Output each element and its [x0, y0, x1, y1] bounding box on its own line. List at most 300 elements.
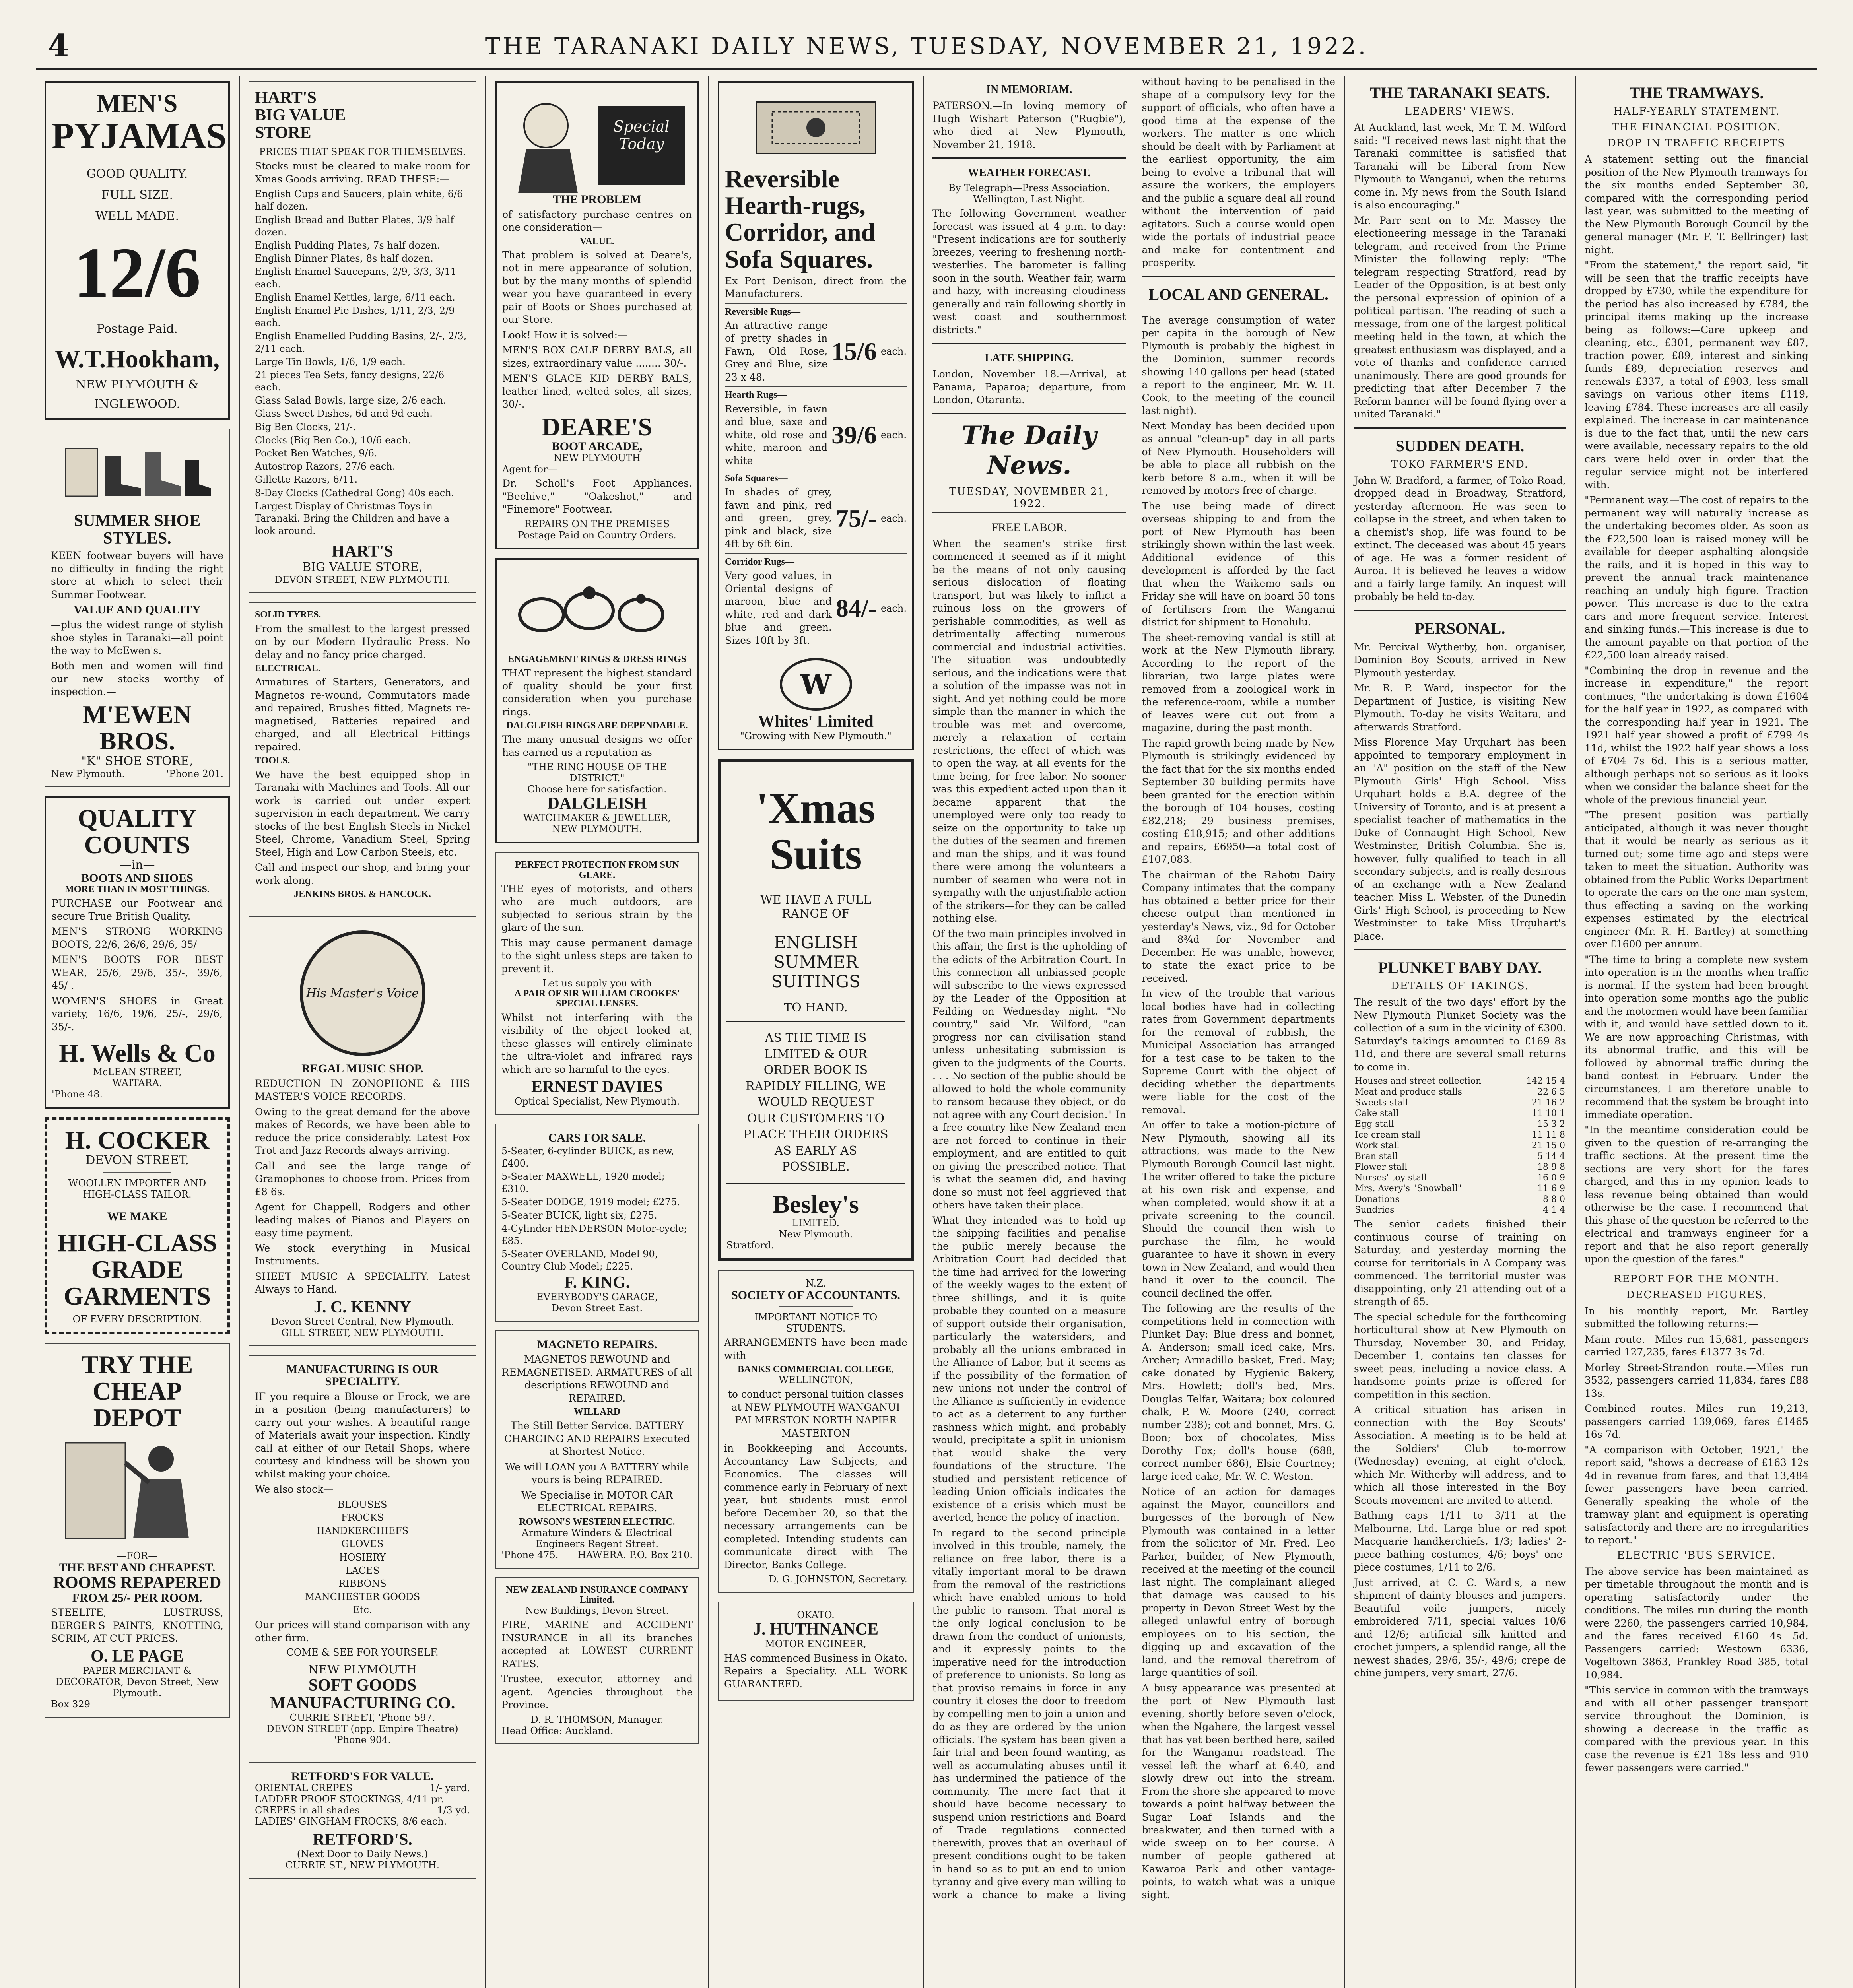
ad-text: FIRE, MARINE and ACCIDENT INSURANCE in all its branches accepted at LOWEST CURRENT RATES.	[501, 1619, 693, 1670]
notice-text: PATERSON.—In loving memory of Hugh Wishart Paterson ("Rugbie"), who died at New Plymouth, November 21, 1918.	[932, 100, 1126, 150]
huthnance-ad	[718, 1602, 914, 1701]
article-text: London, November 18.—Arrival, at Panama, Paparoa; departure, from London, Otaranta.	[932, 368, 1126, 406]
ad-line: OF EVERY DESCRIPTION.	[72, 1313, 202, 1325]
ad-text: —plus the widest range of stylish shoe styles in Taranaki—all point the way to McEwen's.	[51, 619, 223, 656]
column-1	[36, 76, 239, 1988]
ad-line: GOOD QUALITY.	[86, 167, 188, 181]
ad-heading: THE PROBLEM	[553, 193, 641, 206]
product-item	[725, 386, 907, 470]
article-text: The following Government weather forecast was issued at 4 p.m. to-day: "Present indications are for southerly breezes, veering to freshening north-westerlies. The barometer is falling soon in the south. Weather fair, warm and hazy, with increasing cloudiness generally and rain following shortly in west coast and southernmost districts."	[932, 208, 1126, 336]
ad-text: Both men and women will find our new stocks worthy of inspection.—	[51, 660, 223, 698]
ad-heading: COUNTS	[84, 831, 190, 859]
list-item: 5-Seater MAXWELL, 1920 model; £310.	[501, 1171, 665, 1195]
ad-heading: Suits	[769, 829, 862, 878]
ad-text: MEN'S GLACE KID DERBY BALS, leather lined, welted soles, all sizes, 30/-.	[502, 373, 692, 410]
table-cell-item: Bran stall	[1355, 1151, 1398, 1161]
list-item: 5-Seater BUICK, light six; £275.	[501, 1209, 657, 1221]
cocker-tailor-ad	[45, 1117, 230, 1334]
news-paragraph: In view of the trouble that various local bodies have had in collecting rates from Government departments for the removal of rubbish, the Municipal Association has arranged for a test case to be taken to the Supreme Court with the object of deciding whether the departments were liable for the cost of the removal.	[1142, 988, 1335, 1116]
ad-line: Let us supply you with	[542, 978, 652, 989]
paperhanger-illustration	[58, 1435, 217, 1546]
ad-heading: A PAIR OF SIR WILLIAM CROOKES' SPECIAL LENSES.	[514, 988, 680, 1009]
ad-heading: BOOTS AND SHOES	[81, 872, 193, 885]
ad-heading: SOLID TYRES.	[255, 610, 321, 620]
list-item: Autostrop Razors, 27/6 each.	[255, 461, 396, 472]
product-item	[725, 470, 907, 553]
news-paragraph: Miss Florence May Urquhart has been appointed to temporary employment in an "A" position on the staff of the New Plymouth Girls' High School. Miss Urquhart holds a B.A. degree of the University of Toronto, and is at present a specialist teacher of mathematics in the Duke of Connaught High School, New Westminster, British Columbia. She is, however, fully qualified to teach in all secondary subjects, and is really desirous of an exchange with a New Zealand teacher. Miss L. Webster, of the Dunedin Girls' High School, is proceeding to New Westminster to take Miss Urquhart's place.	[1354, 736, 1566, 942]
list-item: Glass Sweet Dishes, 6d and 9d each.	[255, 408, 433, 419]
news-paragraph: The average consumption of water per capita in the borough of New Plymouth is probably the highest in the Dominion, summer records showing 140 gallons per head (stated a report to the engineer, Mr. W. H. Cook, to the meeting of the council last night).	[1142, 314, 1335, 416]
editorial-columns	[932, 76, 1335, 1988]
section-heading: THE TARANAKI SEATS.	[1370, 84, 1550, 102]
ad-line: WE HAVE A FULL RANGE OF	[760, 893, 871, 921]
ad-line: D. R. THOMSON, Manager.	[530, 1714, 664, 1725]
ad-line: N.Z.	[806, 1277, 826, 1289]
ad-text: of satisfactory purchase centres on one consideration—	[502, 208, 692, 233]
news-paragraph: Mr. Parr sent on to Mr. Massey the electioneering message in the Taranaki telegram, and received from the Prime Minister the following reply: "The telegram respecting Stratford, read by Leader of the Opposition, is at best only the personal expression of opinion of a political partisan. The reading of such a message, from one of the largest political meeting held in the town, at which the greatest enthusiasm was displayed, and a vote of thanks and confidence carried unanimously. There are good grounds for predicting that after December 7 the Reform banner will be found flying over a united Taranaki."	[1354, 214, 1566, 420]
ad-firm: RETFORD'S.	[313, 1831, 412, 1849]
table-row	[1354, 1205, 1566, 1215]
news-paragraph: Combined routes.—Miles run 19,213, passengers carried 139,069, fares £1465 16s 7d.	[1585, 1403, 1808, 1440]
ad-text: THAT represent the highest standard of quality should be your first consideration when you purchase rings.	[502, 667, 692, 718]
takings-table	[1354, 1076, 1566, 1215]
masthead	[36, 24, 1817, 70]
newspaper-title: THE TARANAKI DAILY NEWS, TUESDAY, NOVEMBER 21, 1922.	[485, 33, 1368, 60]
list-item: English Bread and Butter Plates, 3/9 half dozen.	[255, 214, 454, 238]
list-item: ORIENTAL CREPES 1/- yard.	[255, 1782, 470, 1794]
ad-line: LIMITED.	[792, 1217, 839, 1229]
ad-heading: STORE	[255, 124, 311, 142]
ad-heading: PERFECT PROTECTION FROM SUN GLARE.	[515, 860, 679, 880]
table-cell-item: Work stall	[1355, 1141, 1400, 1151]
ad-text: Dr. Scholl's Foot Appliances. "Beehive," "Oakeshot," and "Finemore" Footwear.	[502, 478, 692, 515]
softgoods-ad	[249, 1355, 476, 1753]
ad-heading: DEPOT	[93, 1403, 181, 1432]
ad-line: FROM 25/- PER ROOM.	[72, 1591, 202, 1604]
column-2	[239, 76, 485, 1988]
news-paragraph: "A comparison with October, 1921," the report said, "shows a decrease of £163 12s 4d in revenue from fares, and that 13,484 fewer passengers have been carried. Generally speaking the whole of the tramway plant and equipment is operating satisfactorily and there are no irregularities to report."	[1585, 1444, 1808, 1546]
column-4	[708, 76, 923, 1988]
ad-firm: F. KING.	[564, 1273, 630, 1292]
product-name: Sofa Squares—	[725, 473, 788, 484]
table-cell-amount: 8 8 0	[1543, 1194, 1565, 1204]
product-unit: each.	[880, 602, 907, 614]
table-row	[1354, 1140, 1566, 1151]
ad-text: SHEET MUSIC A SPECIALITY. Latest Always to Hand.	[255, 1270, 470, 1295]
table-row	[1354, 1194, 1566, 1205]
ad-text: The many unusual designs we offer has earned us a reputation as	[502, 734, 692, 758]
jenkins-garage-ad	[249, 602, 476, 907]
ad-heading: MAGNETO REPAIRS.	[537, 1338, 657, 1351]
ad-firm: ERNEST DAVIES	[531, 1078, 663, 1097]
table-row	[1354, 1151, 1566, 1162]
ad-text: HAS commenced Business in Okato. Repairs a Speciality. ALL WORK GUARANTEED.	[724, 1652, 907, 1690]
product-price: 39/6	[831, 420, 877, 449]
table-cell-amount: 16 0 9	[1537, 1173, 1565, 1183]
product-desc: Reversible, in fawn and blue, saxe and white, old rose and white, maroon and white	[725, 403, 828, 466]
list-item: 21 pieces Tea Sets, fancy designs, 22/6 each.	[255, 369, 445, 393]
cars-list	[501, 1145, 693, 1273]
column-6	[1344, 76, 1575, 1988]
list-item: HOSIERY	[339, 1551, 386, 1563]
table-row	[1354, 1162, 1566, 1173]
ad-line: WAITARA.	[112, 1077, 162, 1089]
ad-text: The Still Better Service. BATTERY CHARGING AND REPAIRS Executed at Shortest Notice.	[504, 1420, 690, 1458]
product-desc: In shades of grey, fawn and pink, red and green, grey, pink and black, size 4ft by 6ft 6in.	[725, 486, 832, 550]
ad-text: That problem is solved at Deare's, not in mere appearance of solution, but by the many months of splendid wear you have guaranteed in every pair of Boots or Shoes purchased at our Store.	[502, 249, 692, 326]
man-with-sign-illustration	[502, 94, 693, 197]
table-row	[1354, 1076, 1566, 1087]
news-paragraph: An offer to take a motion-picture of New Plymouth, showing all its attractions, was made to the New Plymouth Borough Council last night. The writer offered to take the picture at his own risk and expense, and when completed, would show it at a private screening to the council. Should the council then wish to purchase the film, he would guarantee to have it shown in every town in New Zealand, and would then hand it over to the council. The council declined the offer.	[1142, 1119, 1335, 1299]
news-paragraph: "Permanent way.—The cost of repairs to the permanent way will naturally increase as the undertaking becomes older. As soon as the £22,500 loan is raised money will be available for deeper asphalting alongside the rails, and it is hoped in this way to prevent the annual track maintenance reaching an unduly high figure. Traction power.—This increase is due to the extra cars and more frequent service. Interest and sinking funds.—This increase is due to the amount payable on that portion of the £22,500 loan already raised.	[1585, 494, 1808, 661]
section-heading: THE TRAMWAYS.	[1629, 84, 1764, 102]
section-heading: IN MEMORIAM.	[986, 83, 1072, 96]
ad-line: Stratford.	[726, 1239, 774, 1251]
ad-line: WOOLLEN IMPORTER AND	[68, 1178, 206, 1189]
ad-line: TO HAND.	[784, 1001, 848, 1015]
ad-line: Postage Paid on Country Orders.	[518, 529, 676, 541]
list-item: RIBBONS	[338, 1578, 387, 1589]
ad-text: MEN'S STRONG WORKING BOOTS, 22/6, 26/6, 29/6, 35/-	[52, 926, 223, 950]
accountants-notice	[718, 1270, 914, 1593]
table-cell-item: Donations	[1355, 1194, 1400, 1204]
column-5	[923, 76, 1344, 1988]
news-paragraph: "Combining the drop in revenue and the increase in expenditure," the report continues, "the undertaking is down £1604 for the half year in 1922, as compared with the corresponding half year in 1921. The 1921 half year showed a profit of £799 4s 11d, whilst the 1922 half year shows a loss of £704 7s 6d. This is a serious matter, although perhaps not so serious as it looks when we consider the balance sheet for the whole of the previous financial year.	[1585, 664, 1808, 806]
ad-line: COME & SEE FOR YOURSELF.	[286, 1647, 439, 1658]
news-paragraph: The special schedule for the forthcoming horticultural show at New Plymouth on Thursday, November 30, and Friday, December 1, contains ten classes for sweet peas, including a novice class. A handsome points prize is offered for competition in this section.	[1354, 1311, 1566, 1400]
section-subheading: THE FINANCIAL POSITION.	[1612, 121, 1781, 133]
news-paragraph: "The present position was partially anticipated, although it was never thought that it would be nearly as serious as it turned out; some time ago and steps were taken to meet the situation. Authority was obtained from the Public Works Department to operate the cars on the one man system, thus effecting a saving on the working expenses estimated by the electrical engineer (Mr. R. H. Bartley) at something over £1600 per annum.	[1585, 809, 1808, 950]
ad-line: NEW PLYMOUTH &	[76, 377, 199, 392]
section-subheading: DETAILS OF TAKINGS.	[1391, 980, 1529, 992]
ad-firm: DALGLEISH	[547, 794, 647, 813]
ad-text: MAGNETOS REWOUND and REMAGNETISED. ARMATURES of all descriptions REWOUND and REPAIRED.	[501, 1353, 693, 1404]
ad-price: 12/6	[73, 233, 201, 312]
whites-logo	[780, 658, 852, 711]
news-paragraph: The following are the results of the competitions held in connection with Plunket Day: Blue dress and bonnet, A. Anderson; small iced cake, Mrs. Archer; Armadillo basket, Fred. May; cake donated by Hygienic Bakery, Mrs. Howlett; doll's bed, Mrs. Douglas Telfar, Waitara; box coloured chalk, P. W. Moore (240, correct number 238); cot and bonnet, Mrs. G. Boon; box of chocolates, Miss Dorothy Fox; doll's house (688, correct number 686), Elsie Courtney; large iced cake, Mr. W. C. Weston.	[1142, 1303, 1335, 1482]
section-subheading: ELECTRIC 'BUS SERVICE.	[1617, 1549, 1776, 1561]
news-paragraph: John W. Bradford, a farmer, of Toko Road, dropped dead in Broadway, Stratford, yesterday afternoon. He was seen to collapse in the street, and when taken to a chemist's shop, life was found to be extinct. The deceased was about 45 years of age. He was a former resident of Auroa. It is believed he leaves a widow and a fairly large family. An inquest will probably be held to-day.	[1354, 474, 1566, 602]
news-paragraph: Just arrived, at C. C. Ward's, a new shipment of dainty blouses and jumpers. Beautiful voile jumpers, nicely embroidered 7/11, special values 10/6 and 12/6; artificial silk knitted and crochet jumpers, a splendid range, all the newest shades, 29/6, 35/-, 49/6; crepe de chine jumpers, very smart, 27/6.	[1354, 1576, 1566, 1679]
harts-store-ad	[249, 81, 476, 593]
ad-heading: ENGAGEMENT RINGS & DRESS RINGS	[508, 654, 686, 664]
section-heading: WEATHER FORECAST.	[967, 167, 1091, 179]
logo-letter: W	[800, 668, 831, 701]
ad-line: DEVON STREET.	[85, 1153, 189, 1168]
ad-heading: HART'S	[255, 89, 317, 107]
ad-firm: DEARE'S	[542, 412, 653, 441]
editorial-paragraph: When the seamen's strike first commenced it seemed as if it might be the means of not only causing serious dislocation of floating transport, but was likely to inflict a ruinous loss on the growers of perishable commodities, as well as detrimentally affecting numerous commercial and industrial activities. The situation was undoubtedly serious, and the indications were that a solution of the impasse was not in sight. And yet nothing could be more simple than the manner in which the trouble was met and overcome, merely a relaxation of certain restrictions, the effect of which was to open the way, at all events for the time being, for free labor. No sooner was this expedient acted upon than it became apparent that the unemployed were only too ready to seize on the opportunity to take up the duties of the seamen and firemen and man the ships, and it was found there were among the volunteers a number of seamen who were not in sympathy with the unjustifiable action of the strikers—for they can be called nothing else.	[932, 538, 1126, 924]
ad-line: BIG VALUE STORE,	[302, 560, 423, 575]
shoes-illustration	[62, 441, 213, 508]
table-cell-amount: 21 16 2	[1532, 1098, 1565, 1108]
ad-line: WE MAKE	[107, 1210, 167, 1223]
news-paragraph: The above service has been maintained as per timetable throughout the month and is operating satisfactorily under the conditions. The miles run during the month were 2260, the passengers carried 10,984, and the fares received £160 4s 5d. Passengers carried: Westown 6336, Vogeltown 3863, Frankley Road 385, total 10,984.	[1585, 1565, 1808, 1681]
product-name: Reversible Rugs—	[725, 306, 800, 317]
ad-firm: Whites' Limited	[758, 712, 874, 731]
news-paragraph: The sheet-removing vandal is still at work at the New Plymouth library. According to the report of the librarian, two large plates were removed from a zoological work in the reference-room, while a number of leaves were cut out from a magazine, during the past month.	[1142, 631, 1335, 734]
list-item: English Enamel Kettles, large, 6/11 each.	[255, 291, 455, 303]
list-item: 5-Seater DODGE, 1919 model; £275.	[501, 1196, 680, 1208]
wells-shoe-ad	[45, 796, 230, 1109]
news-paragraph: Bathing caps 1/11 to 3/11 at the Melbourne, Ltd. Large blue or red spot Macquarie handkerchiefs, 1/3; ladies' 2-piece bathing costumes, 4/6; boys' one-piece costumes, 1/11 to 2/6.	[1354, 1510, 1566, 1573]
cars-for-sale-ad	[495, 1124, 699, 1321]
column-3	[485, 76, 708, 1988]
ad-heading: QUALITY	[78, 804, 197, 833]
table-cell-amount: 4 1 4	[1543, 1205, 1565, 1215]
goods-list	[255, 1499, 470, 1617]
ad-heading: VALUE.	[580, 236, 614, 247]
ad-line: NEW PLYMOUTH.	[552, 823, 642, 835]
column-7	[1575, 76, 1817, 1988]
section-subheading: DECREASED FIGURES.	[1626, 1289, 1767, 1301]
ad-line: WATCHMAKER & JEWELLER,	[523, 812, 671, 824]
list-item: Gillette Razors, 6/11.	[255, 474, 358, 485]
list-item: English Enamel Saucepans, 2/9, 3/3, 3/11 each.	[255, 266, 456, 290]
ad-text: Stocks must be cleared to make room for Xmas Goods arriving. READ THESE:—	[255, 160, 470, 185]
ad-heading: 'Xmas	[756, 784, 876, 833]
section-subheading: TOKO FARMER'S END.	[1391, 458, 1529, 470]
ad-firm: M'EWEN BROS.	[83, 700, 192, 755]
ad-text: KEEN footwear buyers will have no difficulty in finding the right store at which to select their Summer Footwear.	[51, 550, 223, 600]
list-item: English Cups and Saucers, plain white, 6/6 half dozen.	[255, 188, 463, 212]
ad-line: FULL SIZE.	[101, 188, 173, 202]
table-row	[1354, 1108, 1566, 1119]
section-heading: SUDDEN DEATH.	[1395, 437, 1525, 455]
ad-line: "Growing with New Plymouth."	[740, 730, 892, 742]
list-item: 4-Cylinder HENDERSON Motor-cycle; £85.	[501, 1223, 687, 1246]
dalgleish-rings-ad	[495, 558, 699, 843]
table-row	[1354, 1097, 1566, 1108]
list-item: Glass Salad Bowls, large size, 2/6 each.	[255, 395, 447, 406]
list-item: Clocks (Big Ben Co.), 10/6 each.	[255, 434, 411, 446]
table-cell-item: Sundries	[1355, 1205, 1395, 1215]
ad-line: MEN'S	[97, 89, 178, 117]
hookham-pyjamas-ad	[45, 81, 230, 420]
section-heading: LATE SHIPPING.	[985, 352, 1074, 364]
table-cell-item: Ice cream stall	[1355, 1130, 1421, 1140]
table-row	[1354, 1130, 1566, 1140]
ad-text: Agent for Chappell, Rodgers and other leading makes of Pianos and Players on easy time payment.	[255, 1201, 470, 1239]
ad-line: BOOT ARCADE,	[552, 439, 643, 453]
ad-firm: JENKINS BROS. & HANCOCK.	[294, 889, 431, 899]
section-subheading: LEADERS' VIEWS.	[1404, 105, 1515, 117]
ad-phone: 'Phone 48.	[52, 1089, 103, 1100]
ad-heading: DALGLEISH RINGS ARE DEPENDABLE.	[506, 720, 688, 731]
ad-line: OKATO.	[797, 1609, 835, 1621]
product-item	[725, 553, 907, 649]
ad-text: We will LOAN you A BATTERY while yours is being REPAIRED.	[505, 1461, 689, 1486]
ad-text: Look! How it is solved:—	[502, 329, 628, 341]
ad-heading: Reversible Hearth-rugs, Corridor, and Sofa Squares.	[725, 165, 876, 273]
product-unit: each.	[880, 346, 907, 357]
ad-text: We also stock—	[255, 1483, 334, 1495]
logo-text: His Master's Voice	[306, 986, 419, 1000]
ad-line: Head Office: Auckland.	[501, 1725, 614, 1736]
ad-line: Devon Street East.	[551, 1302, 643, 1314]
list-item: CREPES in all shades 1/3 yd.	[255, 1805, 470, 1816]
table-cell-amount: 21 15 0	[1532, 1141, 1565, 1151]
list-item: FROCKS	[341, 1512, 384, 1523]
ad-heading: ELECTRICAL.	[255, 663, 320, 674]
ad-text: IF you require a Blouse or Frock, we are in a position (being manufacturers) to carry out your wishes. A beautiful range of Materials await your inspection. Kindly call at either of our Retail Shops, where courtesy and kindness will be shown you whilst making your choice.	[255, 1390, 470, 1480]
ad-line: Optical Specialist, New Plymouth.	[514, 1096, 680, 1107]
list-item: BLOUSES	[338, 1499, 387, 1510]
product-unit: each.	[880, 429, 907, 441]
ad-line: IMPORTANT NOTICE TO STUDENTS.	[754, 1312, 878, 1334]
ad-line: McLEAN STREET,	[93, 1066, 182, 1078]
table-cell-amount: 22 6 5	[1537, 1087, 1565, 1097]
list-item: English Enamel Pie Dishes, 1/11, 2/3, 2/9 each.	[255, 305, 455, 329]
product-unit: each.	[880, 513, 907, 524]
deare-boot-ad	[495, 81, 699, 549]
table-cell-item: Houses and street collection	[1355, 1076, 1482, 1086]
news-paragraph: At Auckland, last week, Mr. T. M. Wilford said: "I received news last night that the Taranaki committee is satisfied that Taranaki will be Liberal from New Plymouth to Wanganui, when the returns come in. My news from the South Island is also encouraging."	[1354, 122, 1566, 211]
list-item: 5-Seater, 6-cylinder BUICK, as new, £400.	[501, 1145, 674, 1169]
list-item: Pocket Ben Watches, 9/6.	[255, 448, 377, 459]
ad-line: DEVON STREET, NEW PLYMOUTH.	[274, 574, 451, 586]
ad-line: ENGLISH SUMMER SUITINGS	[771, 933, 860, 992]
ad-line: D. G. JOHNSTON, Secretary.	[769, 1574, 907, 1585]
ad-text: We have the best equipped shop in Taranaki with Machines and Tools. All our work is carried out under expert supervision in each department. We carry stocks of the best English Steels in Nickel Steel, Chrome, Vanadium Steel, Spring Steel, High and Low Carbon Steels, etc.	[255, 769, 470, 858]
ad-line: INGLEWOOD.	[94, 397, 181, 411]
rowson-magneto-ad	[495, 1330, 699, 1569]
ad-line: Armature Winders & Electrical Engineers Regent Street.	[522, 1527, 672, 1550]
ad-line: Agent for—	[502, 464, 557, 475]
mcewen-shoe-ad	[45, 429, 230, 787]
ad-line: CURRIE STREET, 'Phone 597.	[289, 1712, 435, 1723]
table-cell-item: Flower stall	[1355, 1162, 1408, 1172]
ad-text: REDUCTION IN ZONOPHONE & HIS MASTER'S VOICE RECORDS.	[255, 1077, 470, 1103]
table-cell-item: Meat and produce stalls	[1355, 1087, 1462, 1097]
editorial-nameplate: The Daily News.	[961, 420, 1097, 480]
section-heading: LOCAL AND GENERAL.	[1148, 285, 1329, 303]
besley-suits-ad	[718, 759, 914, 1261]
ad-text: MEN'S BOX CALF DERBY BALS, all sizes, extraordinary value ........ 30/-.	[502, 344, 692, 369]
ad-line: "THE RING HOUSE OF THE DISTRICT."	[527, 761, 667, 784]
product-desc: An attractive range of pretty shades in Fawn, Old Rose, Grey and Blue, size 23 x 48.	[725, 319, 828, 383]
table-cell-item: Nurses' toy stall	[1355, 1173, 1427, 1183]
ad-text: ARRANGEMENTS have been made with	[724, 1337, 907, 1361]
section-subheading: REPORT FOR THE MONTH.	[1613, 1273, 1780, 1285]
ad-heading: ROOMS REPAPERED	[53, 1573, 221, 1592]
ad-heading: RETFORD'S FOR VALUE.	[291, 1769, 434, 1783]
list-item: 8-Day Clocks (Cathedral Gong) 40s each.	[255, 487, 455, 499]
news-paragraph: A statement setting out the financial position of the New Plymouth tramways for the six months ended September 30, compared with the corresponding period last year, was submitted to the meeting of the New Plymouth Borough Council by the general manager (Mr. F. T. Bellringer) last night.	[1585, 153, 1808, 256]
table-cell-amount: 142 15 4	[1526, 1076, 1565, 1086]
ad-heading: STYLES.	[103, 529, 171, 548]
news-paragraph: "The time to bring a complete new system into operation is in the months when traffic is normal. If the system had been brought into operation some months ago the public and the motormen would have been familiar with it, and would have settled down to it. We are now approaching Christmas, with its abnormal traffic, and this will be followed by abnormal traffic during the band contest in February. Under the circumstances, I am therefore unable to recommend that the system be brought into immediate operation.	[1585, 953, 1808, 1120]
product-price: 15/6	[831, 337, 877, 366]
ad-line: THE BEST AND CHEAPEST.	[59, 1561, 216, 1574]
ad-line: CURRIE ST., NEW PLYMOUTH.	[285, 1860, 440, 1871]
ad-line: PAPER MERCHANT & DECORATOR, Devon Street, New Plymouth.	[56, 1665, 219, 1699]
news-paragraph: The rapid growth being made by New Plymouth is strikingly evidenced by the fact that for the six months ended September 30 building permits have been granted for the erection within the borough of 104 houses, costing £82,218; 29 business premises, costing £18,915; and other additions and repairs, £6950—a total cost of £107,083.	[1142, 737, 1335, 865]
product-item	[725, 303, 907, 386]
ad-heading: HIGH-CLASS	[57, 1228, 217, 1257]
table-cell-item: Sweets stall	[1355, 1098, 1408, 1108]
ad-text: We Specialise in MOTOR CAR ELECTRICAL REPAIRS.	[521, 1489, 673, 1514]
ad-firm: J. HUTHNANCE	[753, 1620, 879, 1639]
ad-text: MEN'S BOOTS FOR BEST WEAR, 25/6, 29/6, 35/-, 39/6, 45/-.	[52, 954, 223, 992]
ad-heading: BANKS COMMERCIAL COLLEGE,	[738, 1364, 894, 1375]
his-masters-voice-logo	[300, 930, 425, 1056]
news-paragraph: Main route.—Miles run 15,681, passengers carried 127,235, fares £1377 3s 7d.	[1585, 1333, 1808, 1358]
ad-line: PYJAMAS	[52, 115, 227, 156]
ad-firm: ROWSON'S WESTERN ELECTRIC.	[519, 1516, 675, 1527]
ad-line: WILLARD	[573, 1407, 621, 1417]
ad-text: Ex Port Denison, direct from the Manufacturers.	[725, 275, 907, 300]
ad-heading: SUMMER SHOE	[74, 511, 201, 530]
editorial-paragraph: What they intended was to hold up the shipping facilities and penalise the public merely because the Arbitration Court had decided that the time had arrived for the lowering of the weekly wages to the extent of three shillings, and it is quite probable they counted on a measure of support outside their organisation, particularly the watersiders, and probably all the unions embraced in the Alliance of Labor, but it seems as if the possibility of the formation of new unions not under the control of the Alliance is sufficiently in evidence to act as a deterrent to any further rashness which might, and probably would, precipitate a split in unionism that would shake the very foundations of the structure. The studied and persistent reticence of leading Union officials indicates the existence of a crisis which must be averted, hence the policy of inaction.	[932, 1214, 1126, 1523]
ad-heading: CARS FOR SALE.	[548, 1131, 646, 1145]
table-cell-amount: 15 3 2	[1537, 1119, 1565, 1129]
page-number: 4	[48, 28, 70, 64]
ad-line: Devon Street Central, New Plymouth.	[271, 1316, 454, 1327]
davies-optical-ad	[495, 852, 699, 1115]
ad-heading: GARMENTS	[64, 1282, 211, 1310]
table-cell-item: Mrs. Avery's "Snowball"	[1355, 1184, 1462, 1194]
table-cell-amount: 18 9 8	[1537, 1162, 1565, 1172]
ad-heading: REGAL MUSIC SHOP.	[301, 1062, 423, 1076]
sign-line: Today	[619, 135, 664, 153]
lepage-decorator-ad	[45, 1343, 230, 1718]
ad-heading: MANUFACTURING IS OUR SPECIALITY.	[286, 1362, 439, 1388]
list-item: GLOVES	[341, 1538, 384, 1550]
product-name: Corridor Rugs—	[725, 556, 794, 567]
ad-heading: TOOLS.	[255, 755, 290, 766]
ad-line: Choose here for satisfaction.	[527, 784, 667, 795]
news-paragraph: A busy appearance was presented at the port of New Plymouth last evening, shortly before seven o'clock, when the Ngahere, the largest vessel that has yet been berthed here, sailed for the Wanganui roadstead. The vessel left the wharf at 6.40, and slowly drew out into the stream. From the shore she appeared to move towards a point halfway between the Sugar Loaf Islands and the breakwater, and then turned with a wide sweep on to her course. A number of people gathered at Kawaroa Park and other vantage-points, to watch what was a unique sight.	[1142, 1682, 1335, 1901]
ad-text: Our prices will stand comparison with any other firm.	[255, 1619, 470, 1644]
news-paragraph: "In the meantime consideration could be given to the question of re-arranging the traffic sections. At the present time the sections are very short for the fares charged, and this in my opinion leads to less revenue being obtained than would otherwise be the case. I recommend that this phase of the question be referred to the electrical and tramways engineer for a report and that he also report generally upon the question of the fares."	[1585, 1124, 1808, 1265]
product-name: Hearth Rugs—	[725, 390, 787, 400]
news-paragraph: Next Monday has been decided upon as annual "clean-up" day in all parts of New Plymouth. Householders will be able to place all rubbish on the kerb before 8 a.m., when it will be removed by motors free of charge.	[1142, 420, 1335, 496]
table-cell-amount: 11 10 1	[1532, 1109, 1565, 1118]
rug-illustration	[728, 94, 903, 161]
news-paragraph: Mr. R. P. Ward, inspector for the Department of Justice, is visiting New Plymouth. To-day he visits Waitara, and afterwards Stratford.	[1354, 682, 1566, 733]
ad-firm: W.T.Hookham,	[54, 344, 220, 373]
list-item: 5-Seater OVERLAND, Model 90, Country Club Model; £225.	[501, 1248, 658, 1272]
ad-text: THE eyes of motorists, and others who are much outdoors, are subjected to serious strain by the glare of the sun.	[501, 883, 693, 934]
ad-line: NEW PLYMOUTH	[308, 1663, 417, 1677]
ad-line: HIGH-CLASS TAILOR.	[83, 1189, 192, 1200]
news-paragraph: Morley Street-Strandon route.—Miles run 3532, passengers carried 11,834, fares £88 13s.	[1585, 1361, 1808, 1399]
ad-firm: SOFT GOODS MANUFACTURING CO.	[270, 1676, 455, 1712]
ad-line: (Next Door to Daily News.)	[297, 1848, 428, 1860]
ad-firm: Besley's	[773, 1190, 859, 1218]
ad-heading: GRADE	[91, 1255, 183, 1284]
news-paragraph: Mr. Percival Wytherby, hon. organiser, Dominion Boy Scouts, arrived in New Plymouth yesterday.	[1354, 641, 1566, 679]
ad-line: WELL MADE.	[95, 209, 179, 223]
ad-text: WOMEN'S SHOES in Great variety, 16/6, 19/6, 25/-, 29/6, 35/-.	[52, 995, 223, 1033]
ad-text: Owing to the great demand for the above makes of Records, we have been able to reduce the price considerably. Latest Fox Trot and Jazz Records always arriving.	[255, 1106, 470, 1157]
ad-heading: TRY THE CHEAP	[81, 1350, 193, 1405]
news-paragraph: The senior cadets finished their continuous course of training on Saturday, and yesterday morning the course for territorials in A Company was commenced. The territorial muster was disappointing, only 21 attending out of a strength of 65.	[1354, 1218, 1566, 1307]
table-cell-item: Cake stall	[1355, 1109, 1399, 1118]
sign-line: Special	[613, 118, 670, 135]
ad-line: —in—	[119, 858, 155, 872]
editorial-paragraph: Of the two main principles involved in this affair, the first is the upholding of the edicts of the Arbitration Court. In this connection all unbiassed people will subscribe to the views expressed by the Leader of the Opposition at Feilding on Wednesday night. "No country," said Mr. Wilford, "can progress nor can civilisation stand unless unhesitating submission is given to the judgments of the Courts. . . . No section of the public should be allowed to hold the whole community to ransom because they object, or do not agree with any Court decision." In a free country like New Zealand men are not forced to continue in their employment, and are entitled to quit on giving the prescribed notice. That is what the seamen did, and having done so must not feel aggrieved that others have taken their place.	[932, 928, 1126, 1211]
list-item: HANDKERCHIEFS	[316, 1525, 409, 1537]
section-heading: PLUNKET BABY DAY.	[1378, 959, 1542, 977]
ad-line: AS THE TIME IS LIMITED & OUR ORDER BOOK IS RAPIDLY FILLING, WE WOULD REQUEST OUR CUSTOMERS TO PLACE THEIR ORDERS AS EARLY AS POSSIBLE.	[743, 1031, 888, 1174]
editorial-title: FREE LABOR.	[991, 520, 1067, 534]
table-cell-amount: 5 14 4	[1537, 1151, 1565, 1161]
ad-phone: 'Phone 475.	[501, 1549, 559, 1561]
ad-line: Postage Paid.	[97, 322, 178, 336]
section-heading: PERSONAL.	[1414, 619, 1505, 637]
